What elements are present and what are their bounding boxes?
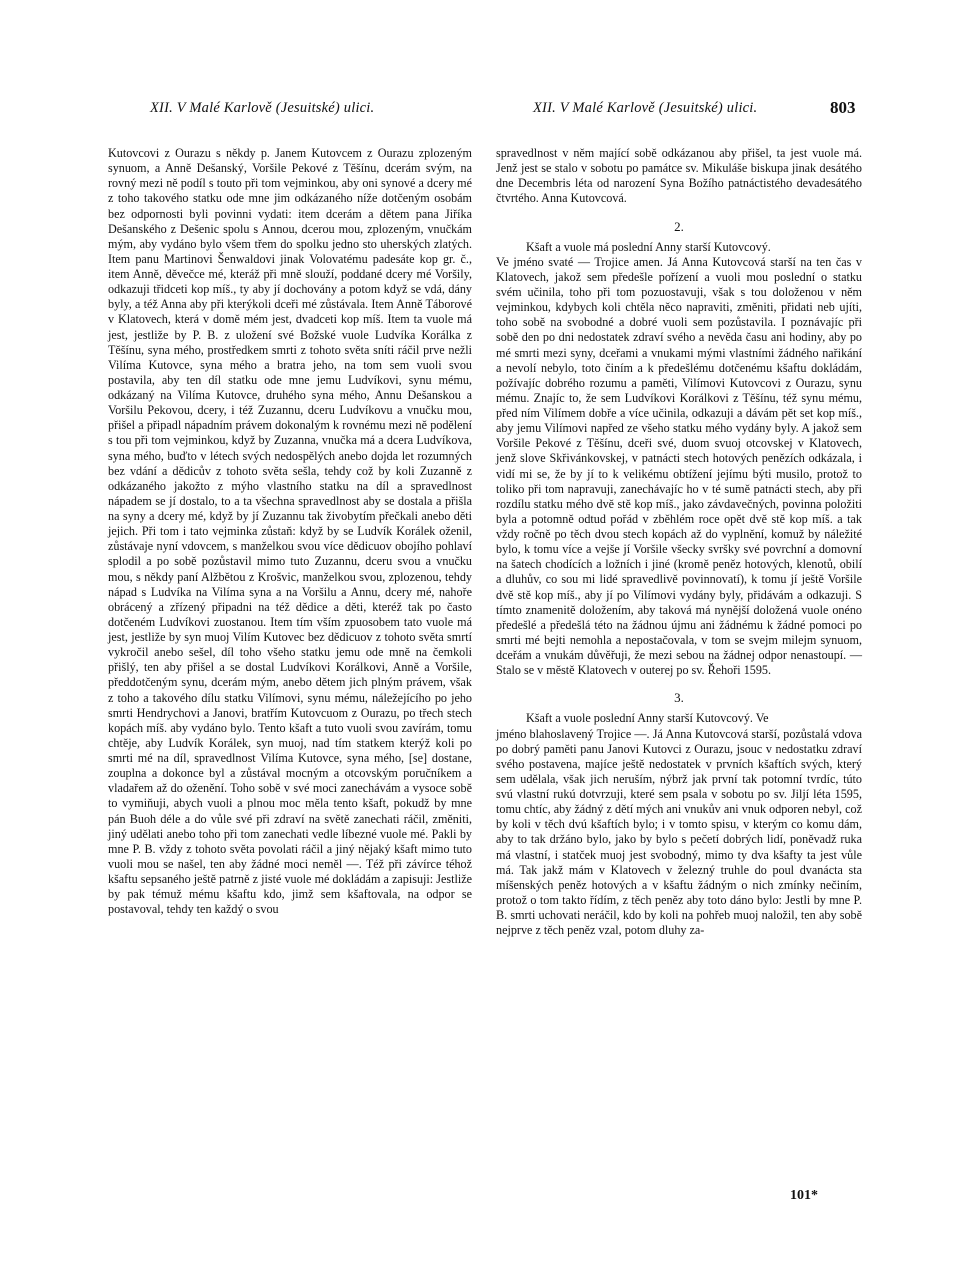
section-3-title: Kšaft a vuole poslední Anny starší Kutovcový. Ve [526, 711, 769, 726]
section-2-text: Ve jméno svaté — Trojice amen. Já Anna Kutovcová starší na ten čas v Klatovech, jakož sem předešle pořízení a vuoli mou poslední o statku svém učinila, toho při tom pozuostavuji, však s tou doloženou v něm vejminkou, kdybych koli chtěla něco napraviti, změniti, přidati neb ujíti, toho sobě na svobodné a dobré vuoli sem pozůstavila. I poznávajíc při sobě den po dni nedostatek zdraví svého a nevěda času ani hodiny, aby po mé smrti mezi syny, dceřami a vnukami mými vlastními žádného nařikání a nevolí nebylo, toto činím a k předešlému dotčenému kšaftu dokládám, požívajíc dobrého rozumu a paměti, Vilímovi Kutovcovi z Ourazu, synu mému. Znajíc to, že sem Ludvíkovi Korálkovi z Těšínu, též synu mému, před ním Vilímem dobře a více učinila, odkazuji a dávám pět set kop míš., aby jemu Vilímovi napřed ze všeho statku mého vydány byly. A jakož sem Voršile Pekové z Těšínu, dceři své, duom svuoj otcovskej v Klatovech, jenž slove Skřivánkovskej, v patnácti stech hotových penězích odkázala, i vidí mi se, že by jí to k velikému obtížení jejímu býti musilo, protož to toliko při tom napravuji, zanechávajíc ho v té sumě patnácti stech, aby při rozdílu statku mého dvě stě kop míš., jako závdavečných, povinna položiti byla a potomně odtud pořád v zběhlém roce opět dvě stě kop míš. a tak vždy ročně po těch dvou stech kopách až do vyplnění, komuž by náležité bylo, k tomu více a vejše jí Voršile všecky svršky své povrchní a domovní na šatech chodících a ložních i jiné (kromě peněz hotových, klenotů, obilí a dluhův, co sou mi lidé spravedlivě povinnovatí), k tomu jí ještě Voršile dvě stě kop míš., aby jí po Vilímovi vydány byly, přidávám a odkazuji. S tímto znamenitě doložením, aby taková má nynější doložená vuole onéno předešlé a předešlá této na žádnou újmu ani žádnému k žádné pomoci po smrti mé bejti nemohla a nepostačovala, v tom se svejm milejm synuom, dceřám a vnukám důvěřuji, že mezi sebou na žádnej odpor nenastoupí. — Stalo se v městě Klatovech v outerej po sv. Řehoři 1595. [496, 254, 862, 678]
right-column [496, 146, 862, 938]
section-3-text: jméno blahoslavený Trojice —. Já Anna Kutovcová starší, pozůstalá vdova po dobrý paměti panu Janovi Kutovci z Ourazu, jsouc v nedostatku zdraví svého postavena, majíce ještě nedostatek v prvních kšaftích svých, který sem udělala, však jich neruším, nýbrž jak první tak potomní tvrdíc, túto svú vlastní rukú dotvrzuji, které sem psala v sobotu po sv. Jiljí léta 1595, tomu chtíc, aby žádný z dětí mých ani vnukův ani vnuk odporen nebyl, což by koli v těch dvú kšaftích bylo; i v tomto spisu, v kterým co komu dám, aby to tak držáno bylo, jako by bylo s pečetí dobrých lidí, poněvadž ruka má vlastní, i statček muoj jest svobodný, mimo ty dva kšafty ta jest vůle má. Tak jakž mám v Klatovech v železný truhle do poul dvanácta sta míšenských peněz hotových a v kšaftu žádným o nich zmínky nečiním, protož o tom takto řídím, z těch peněz aby toto dáno bylo: Jestli by mne P. B. smrti uchovati neráčil, kdo by koli na pohřeb muoj naložil, ten aby sobě nejprve z těch peněz vzal, potom dluhy za- [496, 726, 862, 938]
signature-mark: 101* [790, 1188, 818, 1203]
section-2-title: Kšaft a vuole má poslední Anny starší Kutovcový. [526, 239, 771, 254]
left-column-text: Kutovcovi z Ourazu s někdy p. Janem Kutovcem z Ourazu zplozeným synuom, a Anně Dešanský, Voršile Pekové z Těšínu, dcerám svým, na rovný mezi ně podíl s touto při tom vejminkou, aby oni synové a dcery mé z toho takového statku ode mne jim odkázaného níže dotčeným osobám bez odpornosti byli povinni vydati: item dcerám a dětem pana Jiříka Dešanského z Dešenic spolu s Annou, dcerou mou, zplozeným, vnučkám mým, aby vydáno bylo všem třem do spolku jedno sto uherských zlatých. Item panu Martinovi Šenwaldovi jinak Volovatému padesáte kop gr. č., item Anně, děvečce mé, kteráž při mně slouží, poddané dcery mé Voršily, odkazuji třidceti kop míš., ty aby jí dochovány a potom když se vdá, dány byly, a též Anna aby při kterýkoli dceři mé zůstávala. Item Anně Táborové v Klatovech, která v domě mém jest, dvadceti kop míš. Item ta vuole má jest, jestliže by P. B. z uložení své Božské vuole Ludvíka Korálka z Těšínu, syna mého, prostředkem smrti z tohoto světa sníti ráčil prve nežli Vilíma Kutovce, syna mého a bratra jeho, na tom sem vuoli svou postavila, aby ten díl statku ode mne jemu Ludvíkovi, synu mému, odkázaný na Vilíma Kutovce, druhého syna mého, Annu Dešanskou a Voršilu Pekovou, dcery, i též Zuzannu, dceru Ludvíkovu a vnučku mou, přišel a připadl nápadním právem dokonalým k rovnému mezi ně podělení s tou při tom vejminkou, když by Zuzanna, vnučka má a dcera Ludvíkova, syna mého, buďto v létech svých nedospělých anebo dojda let rozumných bez vdání a dědicův z tohoto světa sešla, tehdy což by koli Zuzanně z odkázaného jakožto z mýho vlastního statku na díl a spravedlnost nápadem se jí dostalo, to a ta všechna spravedlnost aby se dostala a přišla na syny a dcery mé, když by jí Zuzannu tak živobytím přečkali anebo děti jejich. Při tom i tato vejminka zůstaň: když by se Ludvík Korálek oženil, zůstávaje nyní vdovcem, s manželkou svou více dědicuov obojího pohlaví splodil a po sobě pozůstavil mimo tuto Zuzannu, dceru svou a vnučku mou, s někdy paní Alžbětou z Krošvic, manželkou svou, zplozenou, tehdy nápad s Ludvíka na Vilíma syna a na Voršilu a Annu, dcery mé, nahoře obrácený a zřízený připadni na též dědice a děti, kteréž tak po často dotčeném Ludvíkovi zuostanou. Item tím vším zpuosobem tato vuole má jest, jestliže by syn muoj Vilím Kutovec bez dědicuov z tohoto světa smrtí vykročil anebo sešel, díl toho všeho statku jemu ode mně na čemkoli přišlý, ten aby přišel a se dostal Ludvíkovi Korálkovi, Anně a Voršile, předdotčeným synu, dcerám mým, anebo dětem jich plným právem, však z toho a takového dílu statku Vilímovi, synu mému, náležejícího po jeho smrti Hendrychovi a Janovi, bratřím Kutovcuom z Ourazu, po třech stech kopách míš. aby vydáno bylo. Tento kšaft a tuto vuoli svou zavírám, tomu chtěje, aby Ludvík Korálek, syn muoj, nad tím statkem kterýž koli po smrti mé na díl, spravedlnost Vilíma Kutovce, syna mého, [se] dostane, zouplna a dokonce byl a zůstával mocným a otcovským poručníkem a vladařem až do oženění. Toho sobě v své moci zanechávám a vysoce sobě to vymiňuji, abych vuoli a plnou moc měla tento kšaft, pokudž by mne pán Buoh déle a do vůle své při zdraví na světě zanechati ráčil, změniti, jiný udělati anebo toho při tom zanechati vedle líbezné vuole mé. Pakli by mne P. B. vždy z tohoto světa povolati ráčil a jiný nějaký kšaft mimo tuto vuoli mou se našel, ten aby žádné moci neměl —. Též při závírce téhož kšaftu sepsaného ještě patrně z jisté vuole mé dokládám a zapisuji: Jestliže by pak témuž mému kšaftu kdo, jimž sem kšaftovala, na odpor se postavoval, tehdy ten každý o svou [108, 146, 472, 917]
running-header-right: XII. V Malé Karlově (Jesuitské) ulici. [533, 100, 758, 116]
running-header-left: XII. V Malé Karlově (Jesuitské) ulici. [150, 100, 375, 116]
page-number: 803 [830, 98, 856, 117]
section-2-number: 2. [674, 218, 684, 234]
right-column-intro: spravedlnost v něm mající sobě odkázanou aby přišel, ta jest vuole má. Jenž jest se stalo v sobotu po památce sv. Mikuláše biskupa jinak desátého dne Decembris léta od narození Syna Božího patnáctistého devadesátého čtvrtého. Anna Kutovcová. [496, 146, 862, 206]
left-column [108, 146, 472, 917]
section-3-number: 3. [674, 690, 684, 706]
